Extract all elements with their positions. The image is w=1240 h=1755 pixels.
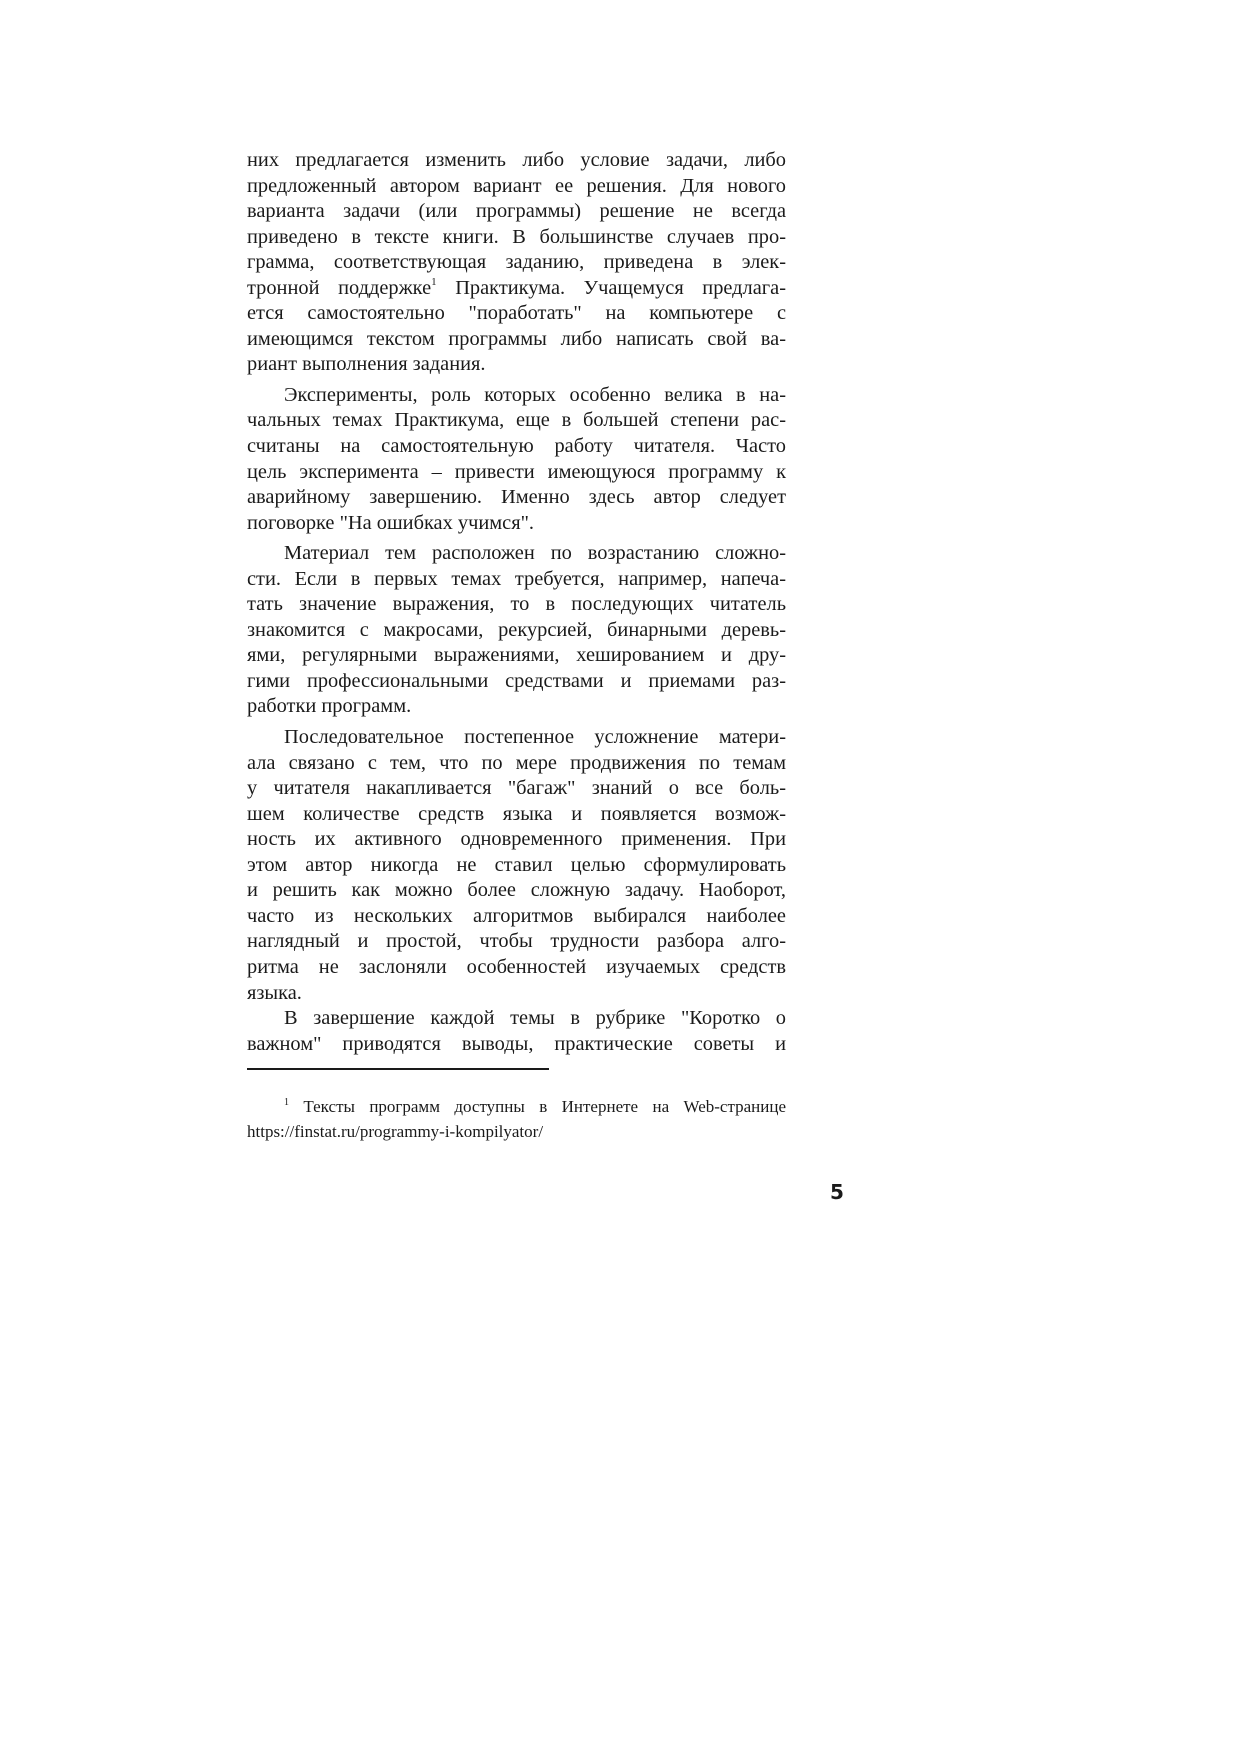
footnote-url: https://finstat.ru/programmy-i-kompilyator/ (247, 1122, 544, 1141)
text-line: шем количестве средств языка и появляется возмож- (247, 802, 786, 825)
text-line: чальных темах Практикума, еще в большей степени рас- (247, 409, 786, 432)
text-line: аварийному завершению. Именно здесь автор следует (247, 486, 786, 509)
text-line: считаны на самостоятельную работу читателя. Часто (247, 435, 786, 458)
text-line: В завершение каждой темы в рубрике "Коротко о (284, 1007, 786, 1030)
text-fragment: тронной поддержке (247, 276, 432, 299)
text-line: у читателя накапливается "багаж" знаний о все боль- (247, 777, 786, 800)
footnote-text: Тексты программ доступны в Интернете на Web-странице (289, 1097, 786, 1116)
footnote-reference: 1 (431, 275, 437, 288)
footnote-line (247, 1094, 786, 1119)
text-line: ала связано с тем, что по мере продвижения по темам (247, 751, 786, 774)
text-line: ность их активного одновременного применения. При (247, 828, 786, 851)
text-line: ями, регулярными выражениями, хешированием и дру- (247, 644, 786, 667)
text-line: цель эксперимента – привести имеющуюся программу к (247, 460, 786, 483)
text-line: приведено в тексте книги. В большинстве случаев про- (247, 225, 786, 248)
text-line: предложенный автором вариант ее решения. Для нового (247, 174, 786, 197)
paragraph (247, 541, 786, 720)
text-line: ритма не заслоняли особенностей изучаемых средств (247, 955, 786, 978)
text-line: этом автор никогда не ставил целью сформулировать (247, 853, 786, 876)
text-line: работки программ. (247, 695, 412, 718)
text-line: знакомится с макросами, рекурсией, бинарными деревь- (247, 618, 786, 641)
text-line: наглядный и простой, чтобы трудности разбора алго- (247, 930, 786, 953)
text-line: ется самостоятельно "поработать" на компьютере с (247, 302, 786, 325)
paragraph (247, 1006, 786, 1057)
footnote-marker: 1 (284, 1097, 289, 1108)
text-line: Последовательное постепенное усложнение матери- (284, 726, 786, 749)
text-line (247, 276, 786, 302)
page-number: 5 (830, 1180, 844, 1204)
text-line: и решить как можно более сложную задачу. Наоборот, (247, 879, 786, 902)
footnote (247, 1094, 786, 1144)
text-fragment: Практикума. Учащемуся предлага- (436, 276, 786, 299)
text-line: важном" приводятся выводы, практические советы и (247, 1032, 786, 1055)
footnote-divider (247, 1068, 549, 1070)
paragraph (247, 148, 786, 378)
text-line: риант выполнения задания. (247, 353, 486, 376)
text-line: сти. Если в первых темах требуется, например, напеча- (247, 567, 786, 590)
main-text (247, 148, 786, 1057)
text-line: часто из нескольких алгоритмов выбирался наиболее (247, 904, 786, 927)
text-line: языка. (247, 981, 302, 1004)
text-line: имеющимся текстом программы либо написать свой ва- (247, 327, 786, 350)
text-line: грамма, соответствующая заданию, приведена в элек- (247, 251, 786, 274)
text-line: Эксперименты, роль которых особенно велика в на- (284, 383, 786, 406)
paragraph (247, 383, 786, 536)
text-line: тать значение выражения, то в последующих читатель (247, 593, 786, 616)
text-line: них предлагается изменить либо условие задачи, либо (247, 149, 786, 171)
text-line: поговорке "На ошибках учимся". (247, 511, 535, 534)
text-line: Материал тем расположен по возрастанию сложно- (284, 542, 786, 565)
paragraph (247, 725, 786, 1006)
text-line: варианта задачи (или программы) решение не всегда (247, 200, 786, 223)
text-line: гими профессиональными средствами и приемами раз- (247, 669, 786, 692)
